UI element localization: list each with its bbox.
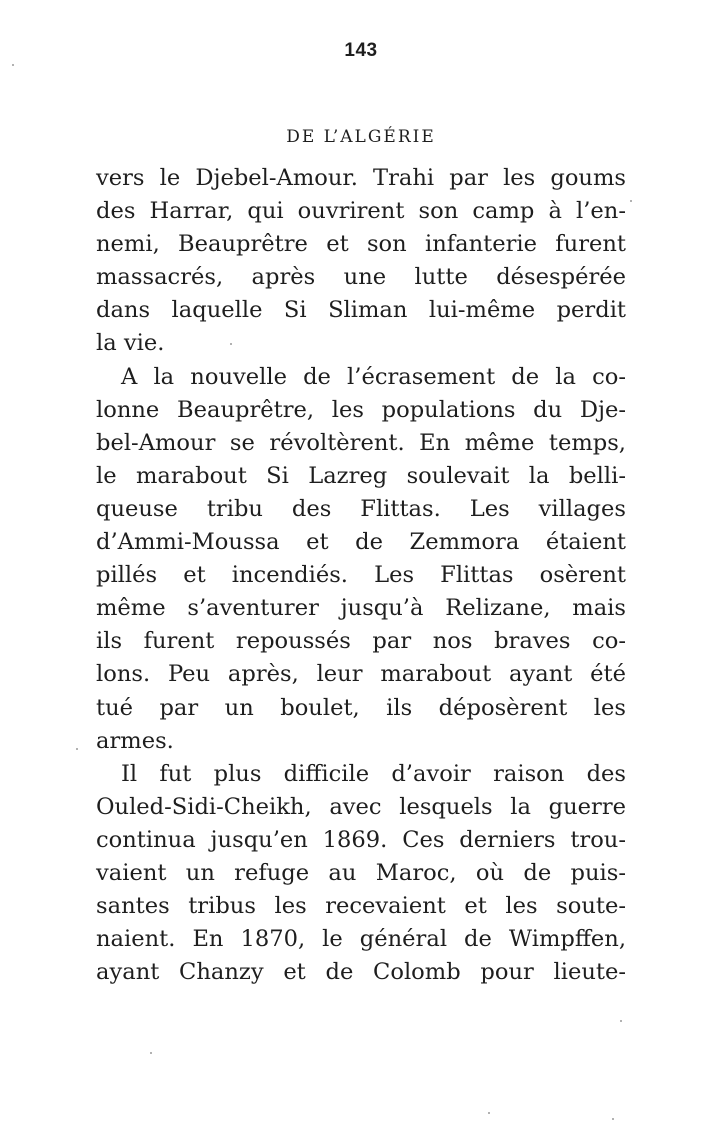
paragraph-start-line: Il fut plus difficile d’avoir raison des [121,760,626,787]
running-head: DE L’ALGÉRIE [286,127,436,147]
text-line: dans laquelle Si Sliman lui-même perdit [96,297,626,324]
text-line: tué par un boulet, ils déposèrent les [96,694,626,721]
text-line: continua jusqu’en 1869. Ces derniers trou- [96,826,626,853]
text-line: même s’aventurer jusqu’à Relizane, mais [96,595,626,622]
paragraph-end-line: la vie. [96,330,165,357]
page-number: 143 [344,40,378,61]
text-line: nemi, Beauprêtre et son infanterie furent [96,231,626,258]
text-line: lonne Beauprêtre, les populations du Dje- [96,396,626,423]
text-line: santes tribus les recevaient et les soute- [96,893,626,920]
scan-speck [630,200,632,202]
text-line: vaient un refuge au Maroc, où de puis- [96,859,626,886]
text-line: ils furent repoussés par nos braves co- [96,628,626,655]
text-line: ayant Chanzy et de Colomb pour lieute- [96,959,626,986]
scan-speck [488,1112,490,1114]
text-line: vers le Djebel-Amour. Trahi par les goums [96,165,626,191]
text-line: lons. Peu après, leur marabout ayant été [96,661,626,688]
scan-speck [620,1020,622,1022]
text-line: d’Ammi-Moussa et de Zemmora étaient [96,529,626,556]
scan-speck [150,1052,152,1054]
scan-speck [12,64,14,66]
text-line: Ouled-Sidi-Cheikh, avec lesquels la guerre [96,793,626,820]
scan-speck [76,748,78,750]
text-line: le marabout Si Lazreg soulevait la belli- [96,462,626,489]
paragraph-end-line: armes. [96,727,174,754]
text-line: massacrés, après une lutte désespérée [96,264,626,291]
text-line: naient. En 1870, le général de Wimpffen, [96,926,626,953]
body-text [96,162,626,989]
paragraph-start-line: A la nouvelle de l’écrasement de la co- [121,363,626,390]
scan-speck [612,1118,614,1120]
text-line: queuse tribu des Flittas. Les villages [96,495,626,522]
scan-speck [230,343,232,345]
text-line: bel-Amour se révoltèrent. En même temps, [96,429,626,456]
text-line: pillés et incendiés. Les Flittas osèrent [96,562,626,589]
text-line: des Harrar, qui ouvrirent son camp à l’en- [96,198,626,225]
